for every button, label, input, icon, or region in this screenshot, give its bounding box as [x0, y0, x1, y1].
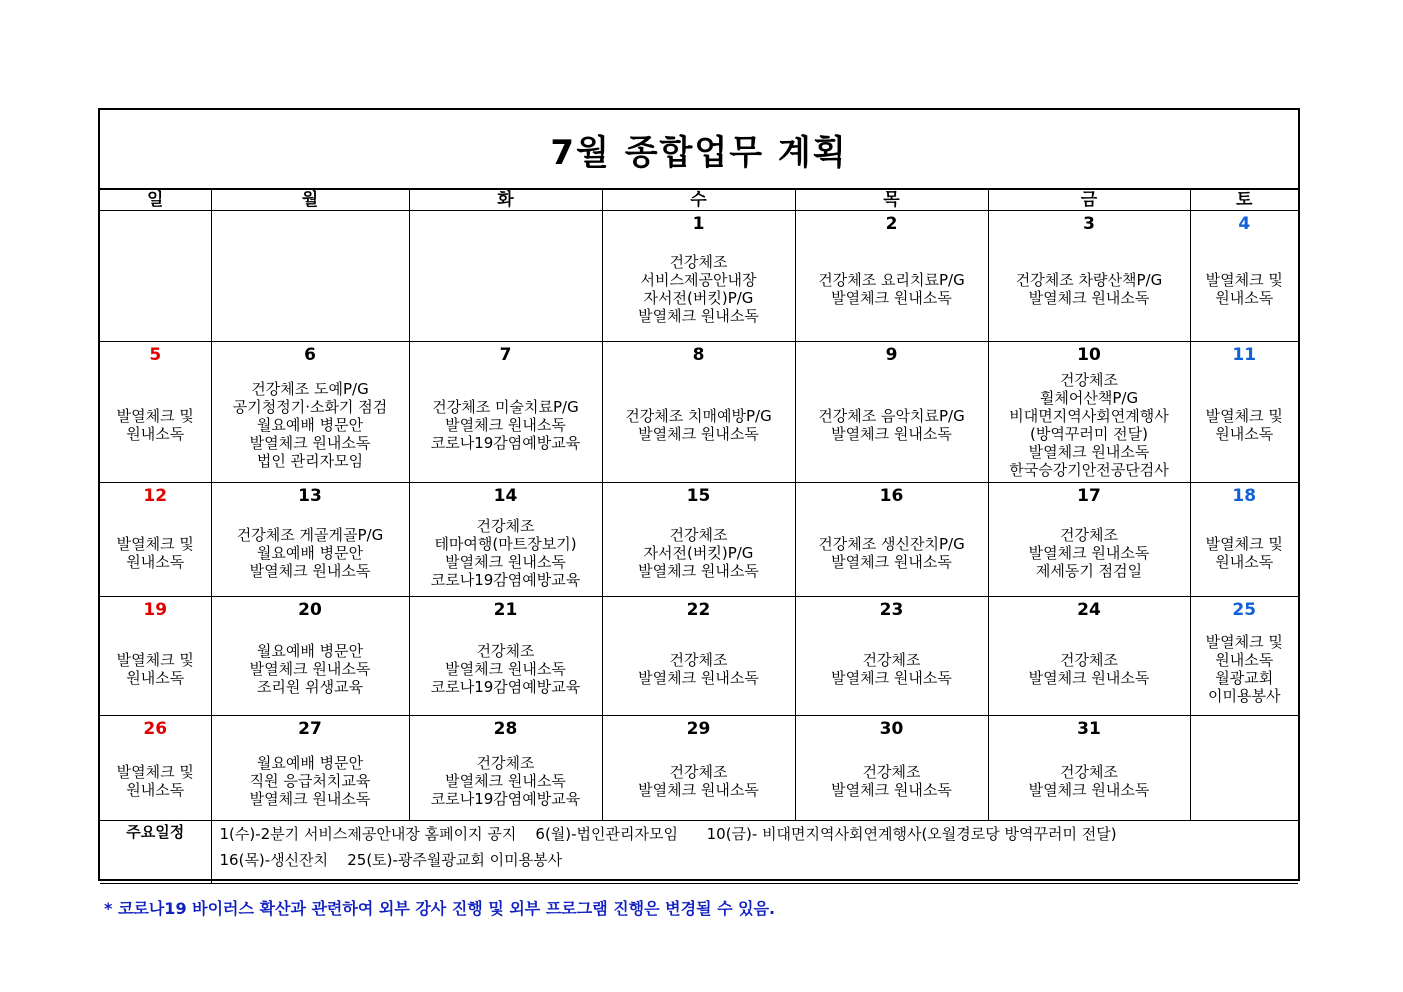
weekday-header: 금	[988, 190, 1190, 211]
day-cell	[795, 716, 988, 821]
event-list	[989, 509, 1190, 596]
event-item: 직원 응급처치교육	[249, 772, 371, 790]
day-cell	[409, 211, 602, 342]
event-item: 발열체크 원내소독	[638, 669, 759, 687]
event-item: 발열체크 원내소독	[638, 425, 759, 443]
day-number: 13	[298, 486, 322, 506]
event-item: 발열체크 원내소독	[831, 425, 952, 443]
event-item: 건강체조	[1060, 371, 1118, 389]
day-cell	[988, 483, 1190, 597]
event-item: 발열체크 및	[1205, 407, 1283, 425]
day-number: 20	[298, 600, 322, 620]
day-number: 1	[692, 214, 705, 234]
event-item: 조리원 위생교육	[256, 678, 364, 696]
day-cell	[795, 597, 988, 716]
weekday-header: 목	[795, 190, 988, 211]
day-cell	[795, 342, 988, 483]
event-item: 자서전(버킷)P/G	[643, 289, 754, 307]
event-item: 공기청정기·소화기 점검	[232, 398, 388, 416]
event-list	[796, 623, 988, 715]
event-item: 발열체크 및	[116, 651, 194, 669]
event-item: 원내소독	[126, 552, 185, 571]
day-number: 2	[885, 214, 898, 234]
event-item: 휠체어산책P/G	[1039, 389, 1139, 407]
event-item: 발열체크 원내소독	[1028, 543, 1150, 562]
day-cell	[100, 211, 211, 342]
event-item: 월요예배 병문안	[256, 754, 364, 772]
day-cell	[409, 716, 602, 821]
event-item: 발열체크 원내소독	[831, 781, 952, 799]
day-number: 17	[1077, 486, 1101, 506]
day-cell	[988, 597, 1190, 716]
event-item: 발열체크 원내소독	[831, 552, 952, 571]
event-item: 건강체조 생신잔치P/G	[818, 534, 965, 553]
day-cell	[211, 597, 409, 716]
event-list	[603, 368, 795, 482]
day-cell	[988, 342, 1190, 483]
day-number: 7	[499, 345, 512, 365]
day-number: 25	[1232, 600, 1257, 620]
event-item: 발열체크 원내소독	[445, 416, 566, 434]
summary-row	[100, 821, 1298, 884]
day-number: 27	[298, 719, 322, 739]
event-item: 발열체크 원내소독	[249, 561, 371, 580]
day-number: 10	[1077, 345, 1101, 365]
event-list	[989, 237, 1190, 341]
event-list	[100, 509, 211, 596]
event-item: 발열체크 및	[116, 534, 194, 553]
event-list	[1191, 623, 1299, 715]
event-list	[796, 237, 988, 341]
event-item: 건강체조 게골게골P/G	[236, 525, 384, 544]
day-cell	[409, 342, 602, 483]
event-item: 건강체조	[1060, 651, 1118, 669]
event-item: 발열체크 원내소독	[638, 561, 759, 580]
summary-text	[211, 821, 1298, 884]
day-number: 5	[149, 345, 162, 365]
event-list	[1191, 237, 1299, 341]
day-number	[100, 211, 211, 237]
day-number: 9	[885, 345, 898, 365]
day-cell	[1190, 342, 1298, 483]
event-item: 건강체조	[862, 763, 921, 781]
event-item: 건강체조 차량산책P/G	[1015, 271, 1163, 289]
event-item: 건강체조	[669, 763, 728, 781]
event-item: 원내소독	[126, 669, 185, 687]
day-cell	[100, 597, 211, 716]
event-item: 코로나19감염예방교육	[430, 434, 581, 452]
summary-line-2: 16(목)-생신잔치 25(토)-광주월광교회 이미용봉사	[219, 851, 563, 869]
day-cell	[1190, 716, 1298, 821]
event-item: 원내소독	[1215, 289, 1274, 307]
day-cell	[100, 716, 211, 821]
event-item: 발열체크 및	[1205, 534, 1283, 553]
event-item: 월요예배 병문안	[256, 416, 364, 434]
day-cell	[988, 716, 1190, 821]
day-cell	[602, 597, 795, 716]
day-cell	[1190, 483, 1298, 597]
day-number: 6	[304, 345, 316, 365]
event-item: 발열체크 및	[116, 763, 194, 781]
event-item: 발열체크 원내소독	[249, 790, 371, 808]
day-number: 15	[686, 486, 711, 506]
day-number: 28	[493, 719, 518, 739]
event-item: 월광교회	[1215, 669, 1274, 687]
page-title: 7월 종합업무 계획	[550, 132, 848, 173]
event-item: 발열체크 원내소독	[249, 434, 371, 452]
event-item: 건강체조	[669, 651, 728, 669]
event-list	[603, 509, 795, 596]
event-item: 발열체크 원내소독	[1028, 443, 1150, 461]
event-item: 발열체크 및	[1205, 271, 1283, 289]
day-number: 30	[879, 719, 904, 739]
event-item: 원내소독	[126, 425, 185, 443]
event-list	[212, 509, 409, 596]
event-item: 발열체크 및	[1205, 633, 1283, 651]
event-list	[100, 368, 211, 482]
day-cell	[1190, 597, 1298, 716]
day-cell	[211, 211, 409, 342]
day-number: 4	[1238, 214, 1251, 234]
day-number: 21	[493, 600, 518, 620]
event-item: 건강체조 요리치료P/G	[818, 271, 965, 289]
event-item: 건강체조	[1060, 525, 1118, 544]
event-item: 발열체크 원내소독	[445, 660, 566, 678]
event-item: 이미용봉사	[1208, 687, 1281, 705]
day-number: 12	[143, 486, 168, 506]
day-number: 14	[493, 486, 518, 506]
event-item: 건강체조 치매예방P/G	[625, 407, 772, 425]
event-item: 월요예배 병문안	[256, 543, 364, 562]
event-item: 건강체조	[476, 516, 535, 535]
event-item: 법인 관리자모임	[256, 452, 364, 470]
day-cell	[211, 483, 409, 597]
event-item: 건강체조	[476, 642, 535, 660]
day-number: 31	[1077, 719, 1101, 739]
event-item: 발열체크 원내소독	[445, 552, 566, 571]
event-item: 발열체크 원내소독	[831, 669, 952, 687]
event-list	[100, 237, 211, 341]
day-cell	[409, 483, 602, 597]
day-number: 26	[143, 719, 168, 739]
day-number: 19	[143, 600, 168, 620]
event-list	[796, 368, 988, 482]
event-item: 건강체조 미술치료P/G	[432, 398, 579, 416]
week-row	[100, 483, 1298, 597]
day-cell	[409, 597, 602, 716]
event-item: 발열체크 원내소독	[638, 781, 759, 799]
summary-label: 주요일정	[100, 821, 211, 884]
day-cell	[602, 716, 795, 821]
day-cell	[100, 342, 211, 483]
event-item: 건강체조 도예P/G	[251, 380, 369, 398]
event-item: 원내소독	[1215, 425, 1274, 443]
event-item: 건강체조	[476, 754, 535, 772]
day-cell	[602, 342, 795, 483]
event-list	[603, 742, 795, 820]
event-item: 발열체크 원내소독	[638, 307, 759, 325]
covid-notice: * 코로나19 바이러스 확산과 관련하여 외부 강사 진행 및 외부 프로그램 진행은 변경될 수 있음.	[104, 899, 776, 918]
event-item: 건강체조	[862, 651, 921, 669]
event-list	[1191, 368, 1299, 482]
event-list	[212, 237, 409, 341]
event-item: 발열체크 원내소독	[445, 772, 566, 790]
summary-line-1: 1(수)-2분기 서비스제공안내장 홈페이지 공지 6(월)-법인관리자모임 10(금)- 비대면지역사회연계행사(오월경로당 방역꾸러미 전달)	[219, 825, 1117, 843]
weekday-header: 수	[602, 190, 795, 211]
calendar-table	[100, 189, 1298, 884]
event-list	[989, 623, 1190, 715]
weekday-header-row	[100, 190, 1298, 211]
event-list	[603, 237, 795, 341]
event-list	[989, 368, 1190, 482]
event-item: 원내소독	[1215, 552, 1274, 571]
event-item: (방역꾸러미 전달)	[1030, 425, 1148, 443]
weekday-header: 일	[100, 190, 211, 211]
day-number: 29	[686, 719, 711, 739]
event-item: 원내소독	[1215, 651, 1274, 669]
event-item: 발열체크 원내소독	[1028, 289, 1150, 307]
day-number: 3	[1083, 214, 1095, 234]
day-cell	[211, 342, 409, 483]
event-item: 건강체조	[669, 253, 728, 271]
day-cell	[1190, 211, 1298, 342]
week-row	[100, 597, 1298, 716]
event-list	[410, 509, 602, 596]
event-list	[100, 623, 211, 715]
day-number: 8	[692, 345, 705, 365]
event-item: 발열체크 원내소독	[1028, 669, 1150, 687]
event-list	[989, 742, 1190, 820]
day-number	[1191, 716, 1299, 742]
event-item: 한국승강기안전공단검사	[1009, 461, 1169, 479]
event-item: 건강체조 음악치료P/G	[818, 407, 965, 425]
event-item: 서비스제공안내장	[640, 271, 757, 289]
event-item: 테마여행(마트장보기)	[434, 534, 577, 553]
day-cell	[602, 483, 795, 597]
event-list	[410, 237, 602, 341]
event-item: 코로나19감염예방교육	[430, 678, 581, 696]
day-number: 11	[1232, 345, 1257, 365]
weekday-header: 토	[1190, 190, 1298, 211]
event-item: 원내소독	[126, 781, 185, 799]
event-item: 월요예배 병문안	[256, 642, 364, 660]
event-list	[410, 742, 602, 820]
day-number: 16	[879, 486, 904, 506]
event-list	[1191, 742, 1299, 820]
event-item: 발열체크 원내소독	[831, 289, 952, 307]
week-row	[100, 342, 1298, 483]
day-cell	[602, 211, 795, 342]
event-item: 건강체조	[1060, 763, 1118, 781]
day-cell	[988, 211, 1190, 342]
event-item: 건강체조	[669, 525, 728, 544]
event-list	[1191, 509, 1299, 596]
day-number: 24	[1077, 600, 1101, 620]
event-list	[796, 509, 988, 596]
event-list	[796, 742, 988, 820]
event-item: 발열체크 원내소독	[249, 660, 371, 678]
event-item: 제세동기 점검일	[1035, 561, 1143, 580]
week-row	[100, 716, 1298, 821]
weekday-header: 월	[211, 190, 409, 211]
event-item: 자서전(버킷)P/G	[643, 543, 754, 562]
weekday-header: 화	[409, 190, 602, 211]
day-number: 23	[879, 600, 904, 620]
day-cell	[100, 483, 211, 597]
event-item: 발열체크 원내소독	[1028, 781, 1150, 799]
week-row	[100, 211, 1298, 342]
event-item: 코로나19감염예방교육	[430, 570, 581, 589]
event-list	[212, 368, 409, 482]
title-row	[100, 110, 1298, 189]
day-cell	[795, 483, 988, 597]
calendar-sheet	[98, 108, 1300, 881]
event-item: 코로나19감염예방교육	[430, 790, 581, 808]
event-list	[100, 742, 211, 820]
event-list	[410, 623, 602, 715]
event-list	[410, 368, 602, 482]
day-number	[410, 211, 602, 237]
event-item: 발열체크 및	[116, 407, 194, 425]
day-number: 18	[1232, 486, 1257, 506]
event-list	[603, 623, 795, 715]
event-list	[212, 623, 409, 715]
day-cell	[211, 716, 409, 821]
day-number: 22	[686, 600, 711, 620]
event-item: 비대면지역사회연계행사	[1009, 407, 1169, 425]
day-number	[212, 211, 409, 237]
event-list	[212, 742, 409, 820]
day-cell	[795, 211, 988, 342]
